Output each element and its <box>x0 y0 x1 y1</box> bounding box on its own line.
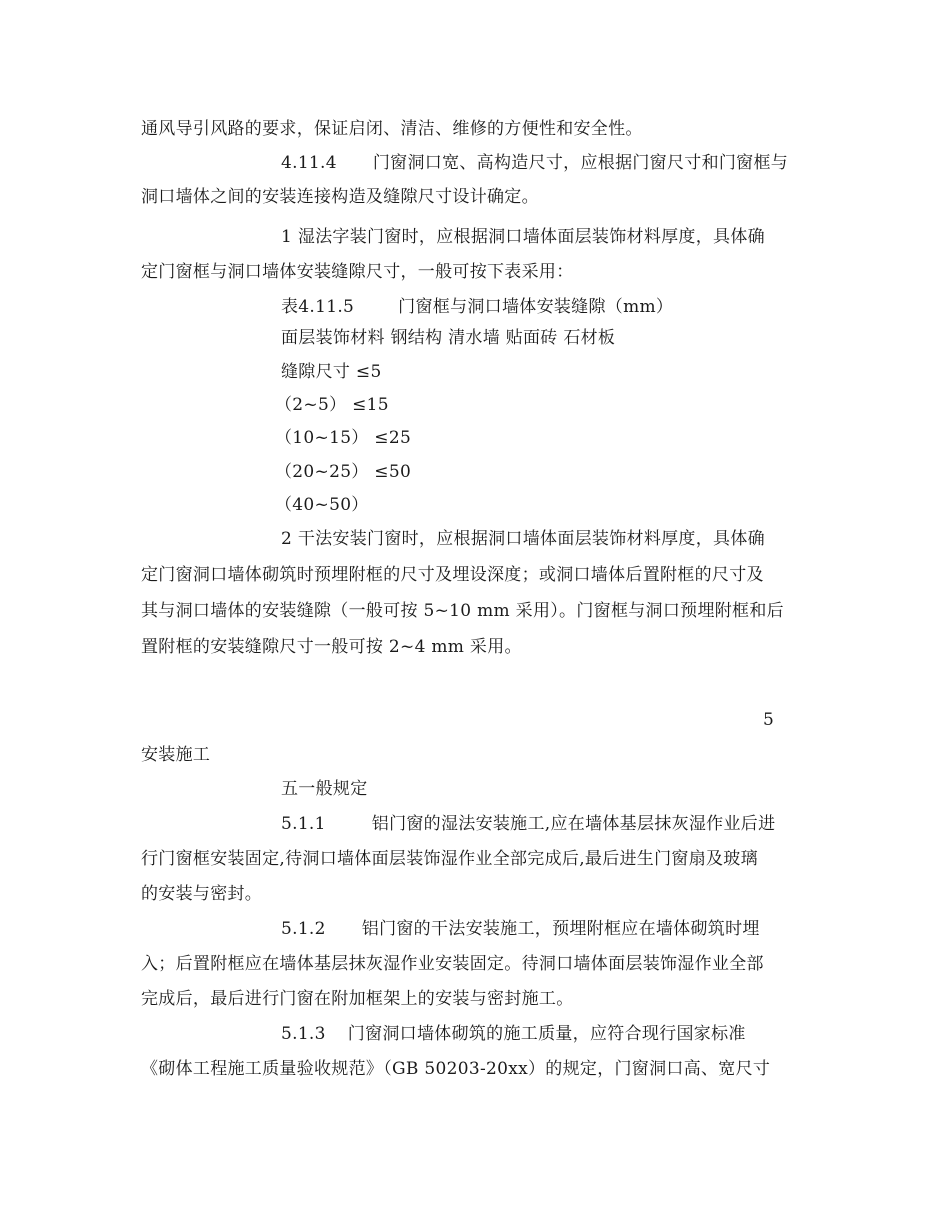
clause-5-1-1-line1 <box>281 812 775 836</box>
clause-text: 门窗洞口墙体砌筑的施工质量，应符合现行国家标准 <box>347 1024 746 1044</box>
clause-4-11-4-line2: 洞口墙体之间的安装连接构造及缝隙尺寸设计确定。 <box>141 187 539 207</box>
clause-5-1-3-line1 <box>281 1022 746 1046</box>
clause-5-1-1-line3: 的安装与密封。 <box>141 884 263 904</box>
item2-line4: 置附框的安装缝隙尺寸一般可按 2~4 mm 采用。 <box>141 637 522 657</box>
clause-text: 铝门窗的湿法安装施工,应在墙体基层抹灰湿作业后进 <box>371 814 776 834</box>
clause-5-1-1-line2: 行门窗框安装固定,待洞口墙体面层装饰湿作业全部完成后,最后进生门窗扇及玻璃 <box>141 849 758 869</box>
section-title: 安装施工 <box>141 745 211 765</box>
clause-number: 5.1.2 <box>281 919 326 939</box>
item2-line3: 其与洞口墙体的安装缝隙（一般可按 5~10 mm 采用）。门窗框与洞口预埋附框和后 <box>141 601 784 621</box>
clause-number: 5.1.1 <box>281 814 326 834</box>
clause-5-1-2-line2: 入；后置附框应在墙体基层抹灰湿作业安装固定。待洞口墙体面层装饰湿作业全部 <box>141 954 764 974</box>
clause-number: 4.11.4 <box>281 153 337 173</box>
table-title: 门窗框与洞口墙体安装缝隙（mm） <box>398 297 674 317</box>
clause-5-1-2-line1 <box>281 917 760 941</box>
table-number: 表4.11.5 <box>281 297 355 317</box>
clause-4-11-4-line1 <box>281 151 788 175</box>
table-row: 缝隙尺寸 ≤5 <box>281 362 382 382</box>
table-row: （20~25） ≤50 <box>275 462 412 482</box>
table-header: 面层装饰材料 钢结构 清水墙 贴面砖 石材板 <box>281 328 616 348</box>
paragraph-continuation: 通风导引风路的要求，保证启闭、清洁、维修的方便性和安全性。 <box>141 119 643 139</box>
clause-text: 铝门窗的干法安装施工，预埋附框应在墙体砌筑时埋 <box>361 919 760 939</box>
clause-5-1-3-line2: 《砌体工程施工质量验收规范》（GB 50203-20xx）的规定，门窗洞口高、宽尺寸 <box>141 1059 771 1079</box>
table-row: （40~50） <box>275 495 369 515</box>
table-row: （10~15） ≤25 <box>275 428 412 448</box>
clause-number: 5.1.3 <box>281 1024 326 1044</box>
item2-line1: 2 干法安装门窗时，应根据洞口墙体面层装饰材料厚度，具体确 <box>281 529 765 549</box>
clause-5-1-2-line3: 完成后，最后进行门窗在附加框架上的安装与密封施工。 <box>141 989 574 1009</box>
clause-text: 门窗洞口宽、高构造尺寸，应根据门窗尺寸和门窗框与 <box>372 153 789 173</box>
section-subtitle: 五一般规定 <box>281 779 368 799</box>
item1-line1: 1 湿法字装门窗时，应根据洞口墙体面层装饰材料厚度，具体确 <box>281 227 765 247</box>
table-caption <box>281 295 673 319</box>
item2-line2: 定门窗洞口墙体砌筑时预埋附框的尺寸及埋设深度；或洞口墙体后置附框的尺寸及 <box>141 565 764 585</box>
item1-line2: 定门窗框与洞口墙体安装缝隙尺寸，一般可按下表采用： <box>141 262 574 282</box>
table-row: （2~5） ≤15 <box>275 395 389 415</box>
section-number: 5 <box>763 710 775 730</box>
